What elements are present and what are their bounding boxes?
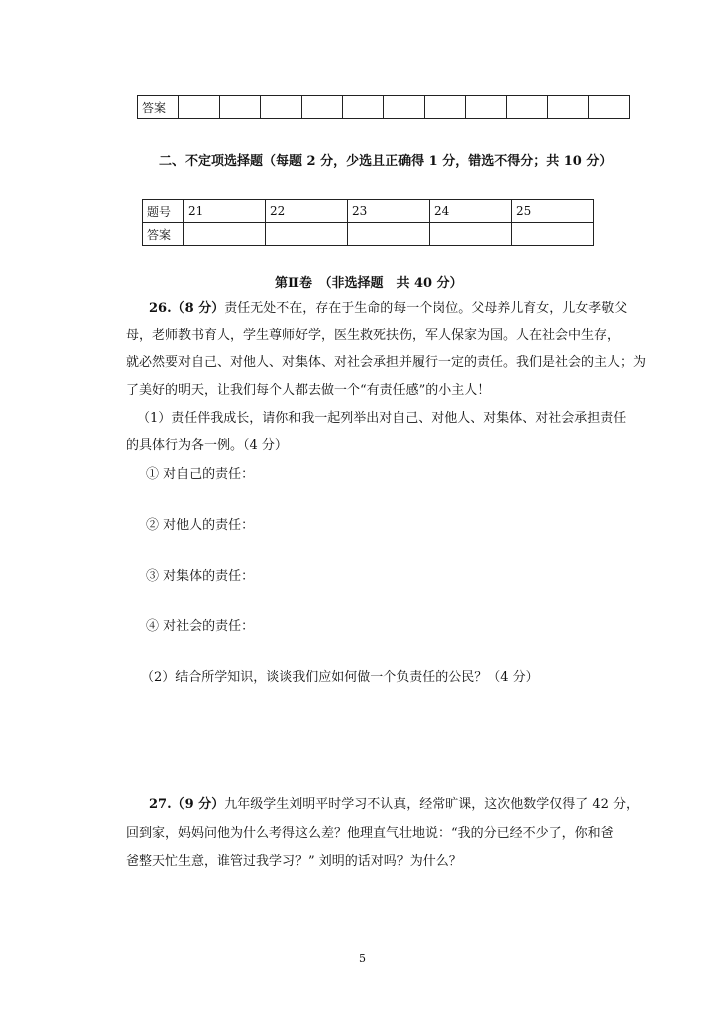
answer-cell[interactable] <box>384 96 425 119</box>
answer-cell[interactable] <box>466 96 507 119</box>
answer-cell[interactable] <box>548 96 589 119</box>
question-number: 25 <box>512 200 594 223</box>
answer-cell[interactable] <box>507 96 548 119</box>
question-number: 24 <box>430 200 512 223</box>
q26-line-1 <box>149 297 627 316</box>
q26-item-society: ④ 对社会的责任： <box>146 619 255 634</box>
q27-number: 27. <box>149 797 172 812</box>
answer-cell[interactable] <box>179 96 220 119</box>
q26-item-others: ② 对他人的责任： <box>146 518 255 533</box>
question-number: 22 <box>266 200 348 223</box>
q27-text: 九年级学生刘明平时学习不认真，经常旷课，这次他数学仅得了 42 分， <box>224 797 640 812</box>
answer-label: 答案 <box>143 223 184 246</box>
page-number: 5 <box>359 952 366 965</box>
part-2-title: 第Ⅱ卷 （非选择题 共 40 分） <box>275 276 463 291</box>
answer-table-1 <box>137 95 630 119</box>
q26-sub1-line-1: （1）责任伴我成长，请你和我一起列举出对自己、对他人、对集体、对社会承担责任 <box>137 411 627 426</box>
question-number: 23 <box>348 200 430 223</box>
q26-line-2: 母，老师教书育人，学生尊师好学，医生救死扶伤，军人保家为国。人在社会中生存， <box>126 328 621 343</box>
q27-line-1 <box>149 793 639 812</box>
q26-text: 责任无处不在，存在于生命的每一个岗位。父母养儿育女，儿女孝敬父 <box>224 301 628 316</box>
answer-cell[interactable] <box>430 223 512 246</box>
answer-cell[interactable] <box>266 223 348 246</box>
answer-table-2 <box>142 199 594 246</box>
answer-cell[interactable] <box>184 223 266 246</box>
answer-cell[interactable] <box>343 96 384 119</box>
q26-item-self: ① 对自己的责任： <box>146 467 255 482</box>
q26-number: 26. <box>149 301 172 316</box>
answer-cell[interactable] <box>348 223 430 246</box>
answer-cell[interactable] <box>589 96 630 119</box>
q27-line-3: 爸整天忙生意，谁管过我学习？” 刘明的话对吗？为什么？ <box>126 854 462 869</box>
answer-label: 答案 <box>138 96 179 119</box>
question-number: 21 <box>184 200 266 223</box>
question-number-label: 题号 <box>143 200 184 223</box>
q26-item-collective: ③ 对集体的责任： <box>146 569 255 584</box>
q26-sub2: （2）结合所学知识，谈谈我们应如何做一个负责任的公民？（4 分） <box>141 670 539 685</box>
answer-cell[interactable] <box>220 96 261 119</box>
q26-line-3: 就必然要对自己、对他人、对集体、对社会承担并履行一定的责任。我们是社会的主人；为 <box>126 355 647 370</box>
q27-line-2: 回到家，妈妈问他为什么考得这么差？他理直气壮地说：“我的分已经不少了，你和爸 <box>126 826 614 841</box>
answer-cell[interactable] <box>425 96 466 119</box>
q26-line-4: 了美好的明天，让我们每个人都去做一个“有责任感”的小主人！ <box>126 383 491 398</box>
q26-sub1-line-2: 的具体行为各一例。（4 分） <box>126 438 288 453</box>
q27-score: （9 分） <box>171 797 225 812</box>
answer-cell[interactable] <box>302 96 343 119</box>
section-2-title: 二、不定项选择题（每题 2 分，少选且正确得 1 分，错选不得分；共 10 分） <box>159 154 613 169</box>
answer-cell[interactable] <box>512 223 594 246</box>
q26-score: （8 分） <box>171 301 225 316</box>
answer-cell[interactable] <box>261 96 302 119</box>
